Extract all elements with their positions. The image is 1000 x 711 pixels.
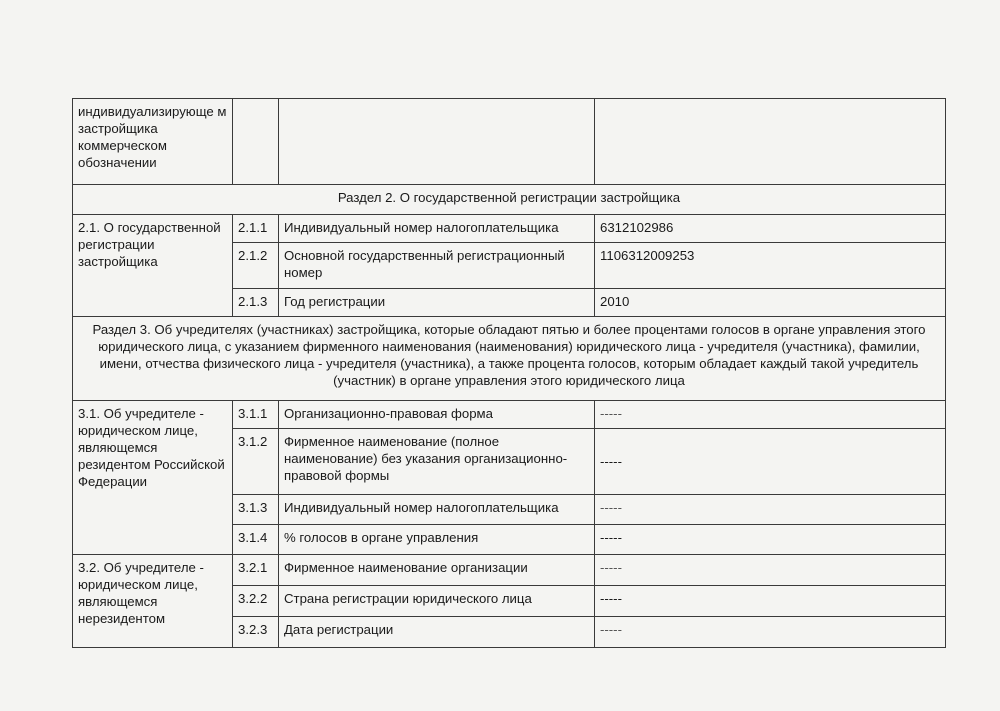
row-field: Фирменное наименование организации	[279, 555, 595, 586]
row-number: 3.1.1	[233, 401, 279, 429]
row-number: 3.1.3	[233, 495, 279, 525]
section-header-row	[73, 317, 946, 401]
row-number: 2.1.1	[233, 215, 279, 243]
row-number: 3.1.2	[233, 429, 279, 495]
row-value: -----	[595, 429, 946, 495]
row-field: Основной государственный регистрационный номер	[279, 243, 595, 289]
row-number: 3.1.4	[233, 525, 279, 555]
row-number: 2.1.3	[233, 289, 279, 317]
row-number: 2.1.2	[233, 243, 279, 289]
section-3-title: Раздел 3. Об учредителях (участниках) застройщика, которые обладают пятью и более процентами голосов в органе управления этого юридического лица, с указанием фирменного наименования (наименования) юридического лица - учредителя (участника), фамилии, имени, отчества физического лица - учредителя (участника), а также процента голосов, которым обладает каждый такой учредитель (участник) в органе управления этого юридического лица	[73, 317, 946, 401]
row-field	[279, 99, 595, 185]
row-field: Дата регистрации	[279, 617, 595, 648]
group-label: 3.1. Об учредителе - юридическом лице, являющемся резидентом Российской Федерации	[73, 401, 233, 555]
table-row	[73, 401, 946, 429]
row-field: Год регистрации	[279, 289, 595, 317]
row-number	[233, 99, 279, 185]
row-field: Фирменное наименование (полное наименование) без указания организационно-правовой формы	[279, 429, 595, 495]
row-field: % голосов в органе управления	[279, 525, 595, 555]
row-field: Индивидуальный номер налогоплательщика	[279, 495, 595, 525]
table-row	[73, 555, 946, 586]
row-value: -----	[595, 555, 946, 586]
developer-info-table	[72, 98, 946, 648]
row-field: Страна регистрации юридического лица	[279, 586, 595, 617]
row-number: 3.2.1	[233, 555, 279, 586]
row-value: 1106312009253	[595, 243, 946, 289]
table-row	[73, 215, 946, 243]
section-2-title: Раздел 2. О государственной регистрации застройщика	[73, 185, 946, 215]
row-field: Индивидуальный номер налогоплательщика	[279, 215, 595, 243]
section-header-row	[73, 185, 946, 215]
row-label: индивидуализирующе м застройщика коммерческом обозначении	[73, 99, 233, 185]
row-value: 6312102986	[595, 215, 946, 243]
row-value: -----	[595, 525, 946, 555]
row-value	[595, 99, 946, 185]
row-value: 2010	[595, 289, 946, 317]
row-value: -----	[595, 617, 946, 648]
table-row	[73, 99, 946, 185]
group-label: 3.2. Об учредителе - юридическом лице, являющемся нерезидентом	[73, 555, 233, 648]
row-value: -----	[595, 495, 946, 525]
row-field: Организационно-правовая форма	[279, 401, 595, 429]
row-number: 3.2.3	[233, 617, 279, 648]
row-number: 3.2.2	[233, 586, 279, 617]
row-value: -----	[595, 586, 946, 617]
row-value: -----	[595, 401, 946, 429]
group-label: 2.1. О государственной регистрации застройщика	[73, 215, 233, 317]
